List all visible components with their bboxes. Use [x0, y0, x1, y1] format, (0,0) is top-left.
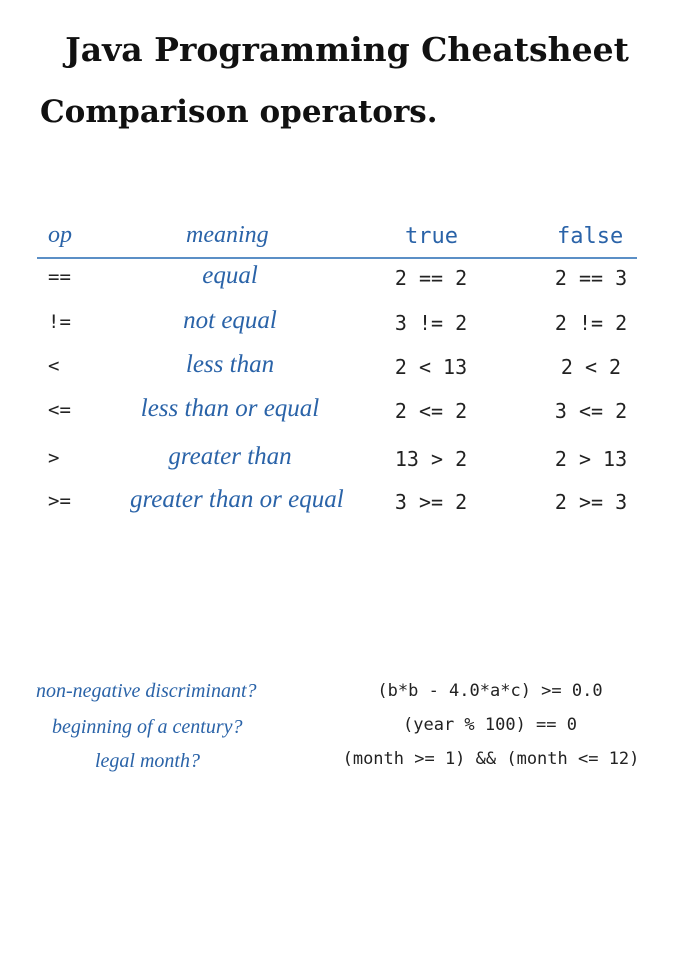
true-example: 2 <= 2 — [394, 399, 468, 423]
table-row — [0, 395, 694, 439]
operator-meaning: less than — [185, 351, 275, 378]
operator-meaning: not equal — [183, 307, 277, 334]
example-question: legal month? — [95, 750, 200, 772]
example-question: beginning of a century? — [52, 716, 243, 738]
operator-symbol: == — [48, 266, 71, 288]
table-row — [0, 307, 694, 351]
table-row — [0, 262, 694, 306]
table-row — [0, 486, 694, 530]
header-meaning: meaning — [186, 222, 269, 248]
header-op: op — [48, 222, 72, 248]
true-example: 13 > 2 — [394, 447, 468, 471]
header-true: true — [405, 224, 458, 249]
operator-meaning: greater than — [168, 443, 292, 470]
true-example: 3 != 2 — [394, 311, 468, 335]
operator-meaning: greater than or equal — [130, 486, 344, 513]
section-title: Comparison operators. — [40, 94, 438, 130]
operator-meaning: equal — [202, 262, 258, 289]
true-example: 2 < 13 — [394, 355, 468, 379]
operator-symbol: < — [48, 355, 60, 377]
example-code: (month >= 1) && (month <= 12) — [342, 749, 640, 769]
operator-symbol: >= — [48, 490, 71, 512]
operator-meaning: less than or equal — [140, 395, 320, 422]
example-code: (year % 100) == 0 — [403, 715, 577, 735]
false-example: 2 != 2 — [554, 311, 628, 335]
false-example: 2 == 3 — [554, 266, 628, 290]
header-false: false — [557, 224, 624, 249]
false-example: 2 > 13 — [554, 447, 628, 471]
false-example: 2 >= 3 — [554, 490, 628, 514]
page-title: Java Programming Cheatsheet — [65, 30, 629, 69]
example-question: non-negative discriminant? — [36, 680, 257, 702]
true-example: 2 == 2 — [394, 266, 468, 290]
false-example: 2 < 2 — [560, 355, 622, 379]
operator-symbol: > — [48, 447, 60, 469]
example-code: (b*b - 4.0*a*c) >= 0.0 — [377, 681, 603, 701]
false-example: 3 <= 2 — [554, 399, 628, 423]
header-divider — [37, 257, 637, 259]
true-example: 3 >= 2 — [394, 490, 468, 514]
operator-symbol: != — [48, 311, 71, 333]
table-row — [0, 351, 694, 395]
operator-symbol: <= — [48, 399, 71, 421]
table-row — [0, 443, 694, 487]
